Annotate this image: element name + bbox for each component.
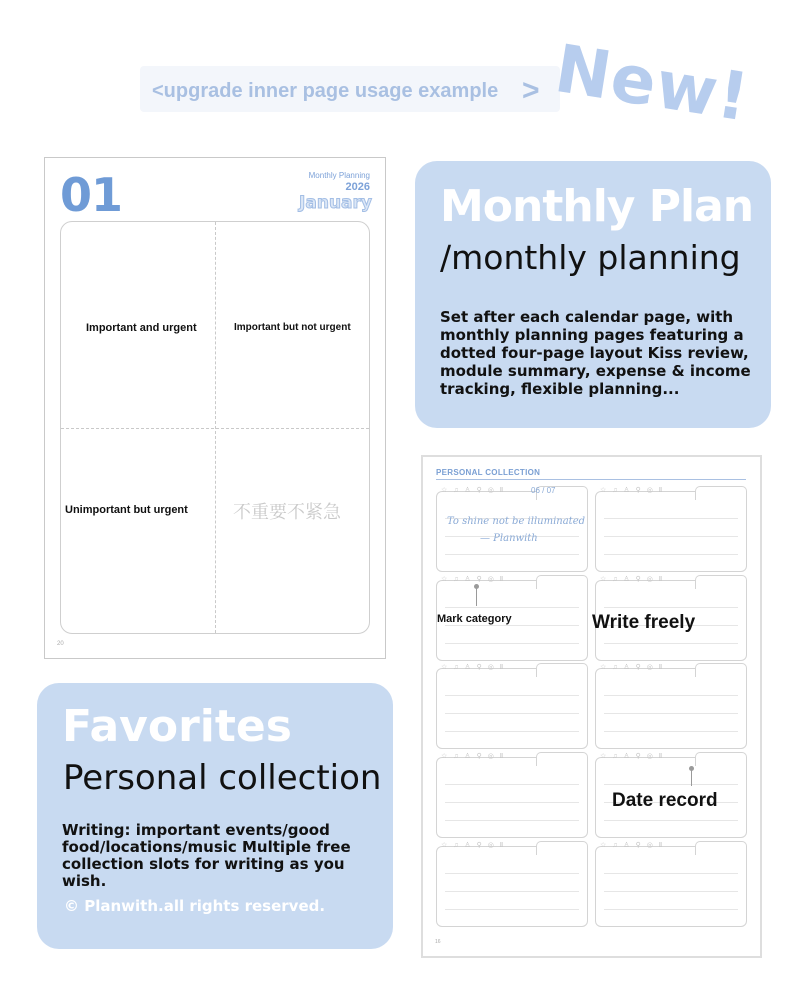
quadrant-label-unimportant-urgent: Unimportant but urgent (65, 504, 188, 516)
monthly-plan-description: Set after each calendar page, with monthly planning pages featuring a dotted four-page layout Kiss review, module summary, expense & income tracking, flexible planning... (440, 308, 751, 398)
writing-line (445, 873, 579, 874)
writing-line (604, 784, 738, 785)
writing-line (604, 909, 738, 910)
category-icons: ☆ ♫ ♙ ⚲ ◎ Ⅱ (600, 487, 665, 494)
category-icons: ☆ ♫ ♙ ⚲ ◎ Ⅱ (441, 487, 506, 494)
favorites-subheading: Personal collection (63, 758, 382, 798)
page-year: 2026 (345, 181, 370, 193)
category-icons: ☆ ♫ ♙ ⚲ ◎ Ⅱ (441, 842, 506, 849)
writing-line (445, 607, 579, 608)
category-icons: ☆ ♫ ♙ ⚲ ◎ Ⅱ (441, 576, 506, 583)
category-icons: ☆ ♫ ♙ ⚲ ◎ Ⅱ (600, 842, 665, 849)
collection-card (595, 664, 747, 749)
writing-line (445, 625, 579, 626)
collection-card (595, 487, 747, 572)
callout-mark-category: Mark category (437, 613, 512, 625)
monthly-plan-heading: Monthly Plan (440, 181, 754, 232)
collection-card (595, 842, 747, 927)
writing-line (604, 607, 738, 608)
writing-line (604, 536, 738, 537)
writing-line (445, 891, 579, 892)
writing-line (445, 554, 579, 555)
card-tab (695, 663, 747, 677)
quadrant-label-unimportant-not-urgent: 不重要不紧急 (233, 502, 341, 522)
writing-line (604, 643, 738, 644)
collection-card (436, 842, 588, 927)
writing-line (604, 873, 738, 874)
new-badge: New! (549, 30, 755, 137)
favorites-heading: Favorites (62, 701, 292, 752)
card-tab (695, 841, 747, 855)
writing-line (445, 820, 579, 821)
copyright-notice: © Planwith.all rights reserved. (64, 897, 326, 915)
quadrant-label-important-not-urgent: Important but not urgent (234, 322, 351, 333)
monthly-plan-subheading: /monthly planning (440, 238, 741, 277)
writing-line (445, 695, 579, 696)
collection-title-rule (436, 479, 746, 480)
callout-date-record: Date record (612, 790, 718, 811)
card-tab (695, 575, 747, 589)
writing-line (445, 713, 579, 714)
card-tab (695, 752, 747, 766)
writing-line (445, 731, 579, 732)
callout-write-freely: Write freely (592, 612, 696, 633)
header-arrow: > (522, 74, 540, 107)
category-icons: ☆ ♫ ♙ ⚲ ◎ Ⅱ (600, 664, 665, 671)
page-number: 16 (435, 939, 441, 945)
writing-line (604, 695, 738, 696)
collection-page-title: PERSONAL COLLECTION (436, 468, 541, 477)
header-subtitle: <upgrade inner page usage example (152, 80, 499, 102)
category-icons: ☆ ♫ ♙ ⚲ ◎ Ⅱ (600, 576, 665, 583)
quadrant-label-important-urgent: Important and urgent (86, 322, 197, 334)
writing-line (604, 713, 738, 714)
writing-line (445, 802, 579, 803)
card-tab (536, 752, 588, 766)
card-tab (536, 575, 588, 589)
collection-card (436, 753, 588, 838)
writing-line (604, 731, 738, 732)
grid-horizontal-divider (61, 428, 369, 429)
card-tab (695, 486, 747, 500)
favorites-description: Writing: important events/good food/locations/music Multiple free collection slots for writing as you wish. (62, 821, 351, 890)
card-tab (536, 841, 588, 855)
card-tab (536, 663, 588, 677)
writing-line (445, 909, 579, 910)
writing-line (445, 643, 579, 644)
collection-card (436, 664, 588, 749)
writing-line (604, 820, 738, 821)
page-number: 20 (57, 641, 64, 647)
quote-attribution: — Planwith (480, 533, 538, 544)
category-icons: ☆ ♫ ♙ ⚲ ◎ Ⅱ (441, 753, 506, 760)
collection-date: 06 / 07 (531, 486, 556, 495)
category-icons: ☆ ♫ ♙ ⚲ ◎ Ⅱ (600, 753, 665, 760)
writing-line (604, 518, 738, 519)
quote-line: To shine not be illuminated (447, 516, 586, 527)
writing-line (445, 784, 579, 785)
page-month-number: 01 (60, 168, 123, 222)
date-record-pin (691, 770, 692, 786)
page-title: Monthly Planning (308, 171, 370, 180)
writing-line (604, 891, 738, 892)
writing-line (604, 554, 738, 555)
category-icons: ☆ ♫ ♙ ⚲ ◎ Ⅱ (441, 664, 506, 671)
page-month-name: January (299, 193, 372, 213)
mark-category-pin (476, 588, 477, 606)
